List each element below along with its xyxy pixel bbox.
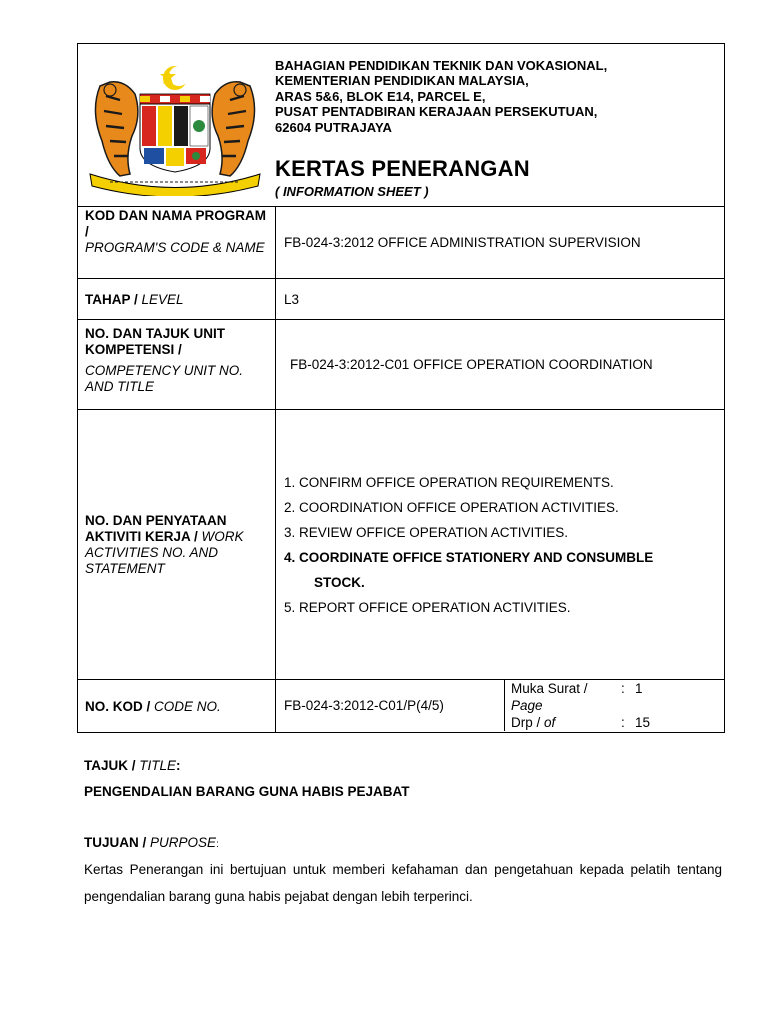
activity-item: 2. COORDINATION OFFICE OPERATION ACTIVITIES. [284, 499, 619, 515]
code-label-en: CODE NO. [154, 698, 221, 714]
unit-label: NO. DAN TAJUK UNIT KOMPETENSI / [85, 326, 225, 357]
activity-item-current: 4. COORDINATE OFFICE STATIONERY AND CONSUMBLE [284, 549, 654, 565]
title-label-en: TITLE [139, 758, 177, 773]
information-sheet [77, 43, 724, 733]
document-subtitle: ( INFORMATION SHEET ) [275, 184, 429, 199]
page-info [504, 680, 724, 731]
page-label-en: Page [511, 698, 543, 713]
activity-item: 5. REPORT OFFICE OPERATION ACTIVITIES. [284, 599, 571, 615]
level-label-cell [78, 279, 276, 320]
purpose-heading [84, 835, 219, 850]
unit-label-cell [78, 320, 276, 410]
program-label-cell [78, 207, 276, 279]
org-line: PUSAT PENTADBIRAN KERAJAAN PERSEKUTUAN, [275, 104, 598, 120]
of-label-wrap [511, 714, 621, 731]
organization-address [275, 58, 607, 135]
activities-label: NO. DAN PENYATAAN AKTIVITI KERJA / [85, 513, 227, 544]
title-heading [84, 758, 181, 773]
title-label: TAJUK / [84, 758, 136, 773]
activities-label-cell [78, 410, 276, 680]
info-table [77, 43, 725, 733]
program-value: FB-024-3:2012 OFFICE ADMINISTRATION SUPERVISION [276, 207, 725, 279]
header-cell [78, 44, 725, 207]
unit-value: FB-024-3:2012-C01 OFFICE OPERATION COORDINATION [276, 320, 725, 410]
page-sep: : [621, 681, 625, 696]
coat-of-arms-logo [80, 56, 270, 196]
purpose-colon: : [216, 839, 219, 850]
of-label-en: of [544, 715, 556, 730]
purpose-text: Kertas Penerangan ini bertujuan untuk memberi kefahaman dan pengetahuan kepada pelatih tentang pengendalian barang guna habis pejabat dengan lebih terperinci. [84, 862, 722, 904]
activity-item: 1. CONFIRM OFFICE OPERATION REQUIREMENTS. [284, 474, 614, 490]
program-label-en: PROGRAM'S CODE & NAME [85, 240, 265, 255]
total-pages: 15 [635, 715, 651, 730]
page-label: Muka Surat / [511, 681, 588, 696]
activities-label-en: WORK ACTIVITIES NO. AND STATEMENT [85, 529, 244, 576]
page-label-wrap [511, 680, 621, 714]
activity-item: 3. REVIEW OFFICE OPERATION ACTIVITIES. [284, 524, 569, 540]
org-line: ARAS 5&6, BLOK E14, PARCEL E, [275, 88, 486, 104]
level-label-en: LEVEL [141, 291, 184, 307]
title-value: PENGENDALIAN BARANG GUNA HABIS PEJABAT [84, 784, 410, 799]
page-number: 1 [635, 681, 643, 696]
unit-label-en: COMPETENCY UNIT NO. AND TITLE [85, 363, 244, 394]
org-line: 62604 PUTRAJAYA [275, 119, 392, 135]
code-cell [276, 680, 725, 733]
level-label: TAHAP / [85, 291, 138, 307]
code-value: FB-024-3:2012-C01/P(4/5) [284, 698, 444, 713]
of-label: Drp / [511, 715, 541, 730]
org-line: BAHAGIAN PENDIDIKAN TEKNIK DAN VOKASIONAL, [275, 58, 608, 73]
org-line: KEMENTERIAN PENDIDIKAN MALAYSIA, [275, 73, 529, 89]
activity-item-current-cont: STOCK. [314, 574, 365, 590]
code-label-cell [78, 680, 276, 733]
program-label: KOD DAN NAMA PROGRAM / [85, 208, 266, 239]
of-sep: : [621, 715, 625, 730]
purpose-label: TUJUAN / [84, 835, 147, 850]
level-value: L3 [276, 279, 725, 320]
code-label: NO. KOD / [85, 698, 151, 714]
purpose-label-en: PURPOSE [150, 835, 217, 850]
document-title: KERTAS PENERANGAN [275, 156, 530, 181]
title-colon: : [176, 758, 181, 773]
activities-list [276, 410, 725, 680]
